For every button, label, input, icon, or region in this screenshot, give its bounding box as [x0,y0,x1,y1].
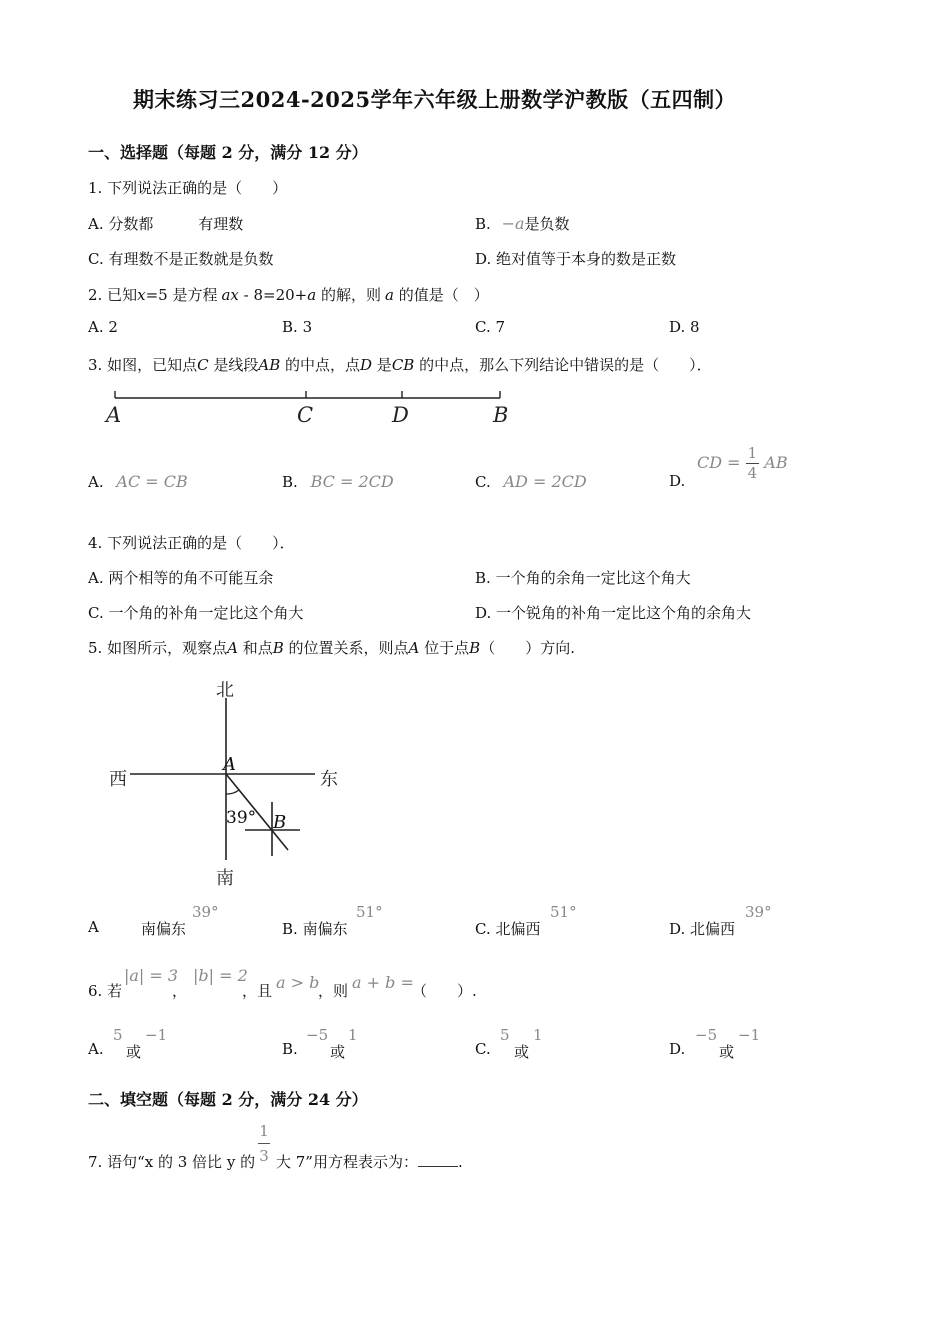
q5-option-c-degree: 51° [550,903,577,921]
south-label: 南 [216,868,234,889]
q5-option-d-degree: 39° [745,903,772,921]
q2-option-b-label: B. [282,318,298,336]
q6-option-b-or: 或 [330,1043,346,1061]
q6-option-a-v1: 5 [113,1026,123,1044]
q6-condition-a: |a| = 3 [124,966,179,985]
q4-option-b[interactable] [475,567,691,588]
q6-option-b-v2: 1 [348,1026,358,1044]
point-label-d: D [392,403,409,427]
q3-option-c-math: AD = 2CD [503,472,587,491]
q6-text-then: ，则 [318,982,349,1000]
q6-option-a-or: 或 [126,1043,142,1061]
question-5-stem [88,637,575,658]
q6-text-and: ，且 [242,982,273,1000]
q3-text-2: 是线段 [208,356,259,374]
q1-option-b-math: −a [501,214,525,233]
q3-option-b-math: BC = 2CD [310,472,394,491]
q3-option-a-label: A. [88,473,104,491]
q3-var-c: C [197,356,209,374]
q5-text-1: 5. 如图所示，观察点 [88,639,228,657]
q6-option-c-v1: 5 [500,1026,510,1044]
q5-var-b2: B [469,639,481,657]
q3-text-5: 的中点，那么下列结论中错误的是（ ）． [414,356,712,374]
q3-option-d-math [697,446,788,481]
q1-option-a-label: A. [88,215,104,233]
q2-var-a1: a [307,286,317,304]
q3-option-d-num: 1 [747,444,758,462]
q3-option-d-lhs: CD = [697,453,741,472]
q2-option-c-text: 7 [495,318,506,336]
question-4-stem: 4. 下列说法正确的是（ ）． [88,534,295,552]
q5-text-2: 和点 [237,639,273,657]
q2-text-1: 2. 已知 [88,286,138,304]
north-label: 北 [216,680,234,701]
q4-option-a[interactable] [88,567,273,588]
q4-option-b-text: 一个角的余角一定比这个角大 [495,569,691,587]
q4-option-b-label: B. [475,569,491,587]
q3-option-d-rhs: AB [764,453,788,472]
q3-var-cb: CB [391,356,415,374]
q3-option-d-fraction [746,446,760,481]
q3-text-1: 3. 如图，已知点 [88,356,198,374]
q5-var-b1: B [272,639,284,657]
point-a-label: A [223,754,236,775]
q3-option-c-label: C. [475,473,491,491]
section-heading-fill: 二、填空题（每题 2 分，满分 24 分） [88,1090,368,1109]
q2-option-d-label: D. [669,318,686,336]
q2-var-x: x [137,286,146,304]
q5-text-4: 位于点 [419,639,470,657]
q5-option-d-label: D. [669,920,686,938]
q1-option-d-label: D. [475,250,492,268]
q5-var-a2: A [408,639,420,657]
q7-fraction [258,1122,270,1165]
q6-option-a-label[interactable]: A. [88,1040,104,1058]
q1-option-a[interactable] [88,213,243,234]
q6-separator: ， [172,982,188,1000]
q5-option-b-text: 南偏东 [302,920,348,938]
q3-option-a[interactable] [88,472,188,491]
q3-option-b-label: B. [282,473,298,491]
q6-option-d-v2: −1 [738,1026,761,1044]
q4-option-d-text: 一个锐角的补角一定比这个角的余角大 [496,604,752,622]
q2-var-ax: ax [221,286,239,304]
angle-label: 39° [226,808,257,828]
q6-expression: a + b = [352,973,414,992]
q1-option-a-text2: 有理数 [198,215,244,233]
q2-option-a-text: 2 [108,318,118,336]
q5-option-c-text: 北偏西 [495,920,541,938]
question-3-stem [88,354,712,375]
question-7-text-1: 7. 语句“x 的 3 倍比 y 的 [88,1153,256,1171]
answer-blank[interactable] [418,1152,458,1167]
q2-option-c[interactable] [475,318,505,336]
q6-option-d-v1: −5 [695,1026,718,1044]
q5-option-d-text: 北偏西 [690,920,736,938]
q5-option-c[interactable] [475,918,541,939]
q1-option-a-text: 分数都 [108,215,154,233]
q3-text-4: 是 [372,356,392,374]
q7-text-2: 大 7”用方程表示为： [276,1153,418,1171]
q6-paren: （ ）. [412,982,477,1000]
q6-condition-ab: a > b [276,973,320,992]
q4-option-c-text: 一个角的补角一定比这个角大 [108,604,304,622]
q3-option-b[interactable] [282,472,394,491]
point-b-label: B [273,812,287,833]
q4-option-d[interactable] [475,602,751,623]
question-7-text-2 [276,1151,463,1172]
q6-option-c-v2: 1 [533,1026,543,1044]
page-title: 期末练习三2024-2025学年六年级上册数学沪教版（五四制） [133,87,737,112]
q5-text-5: （ ）方向. [480,639,575,657]
q7-text-3: . [457,1153,463,1171]
q3-var-d: D [360,356,373,374]
q4-option-a-text: 两个相等的角不可能互余 [108,569,274,587]
angle-arc [226,790,239,794]
q2-option-d[interactable] [669,318,700,336]
q3-option-c[interactable] [475,472,587,491]
q1-option-b[interactable] [475,213,570,234]
q6-condition-b: |b| = 2 [193,966,248,985]
q5-text-3: 的位置关系，则点 [283,639,409,657]
q4-option-c-label: C. [88,604,104,622]
q3-option-a-math: AC = CB [116,472,188,491]
q2-option-d-text: 8 [690,318,700,336]
q3-option-d-label[interactable]: D. [669,472,686,490]
q5-option-b[interactable] [282,918,348,939]
q5-option-d[interactable] [669,918,735,939]
point-label-b: B [493,403,509,427]
q6-option-a-v2: −1 [145,1026,168,1044]
q6-option-b-v1: −5 [306,1026,329,1044]
section-heading-choice: 一、选择题（每题 2 分，满分 12 分） [88,143,368,162]
question-2-stem [88,284,489,305]
q2-text-2: =5 是方程 [145,286,218,304]
west-label: 西 [109,769,127,790]
q1-option-c-label: C. [88,250,104,268]
q3-option-d-den: 4 [747,464,758,482]
q2-option-a-label: A. [88,318,104,336]
question-1-stem: 1. 下列说法正确的是（ ） [88,179,288,197]
q4-option-d-label: D. [475,604,492,622]
q1-option-b-label: B. [475,215,491,233]
q1-option-d-text: 绝对值等于本身的数是正数 [496,250,677,268]
q3-var-ab: AB [258,356,281,374]
q2-option-b[interactable] [282,318,312,336]
q2-option-a[interactable] [88,318,118,336]
q3-text-3: 的中点，点 [280,356,360,374]
q2-text-5: 的值是（ ） [393,286,489,304]
point-label-c: C [297,403,314,427]
q2-option-c-label: C. [475,318,491,336]
q6-option-d-or: 或 [719,1043,735,1061]
q6-option-b-label[interactable]: B. [282,1040,298,1058]
q1-option-c-text: 有理数不是正数就是负数 [108,250,274,268]
q5-var-a1: A [227,639,238,657]
q5-option-b-degree: 51° [356,903,383,921]
point-label-a: A [106,403,122,427]
q1-option-c[interactable] [88,248,274,269]
q5-option-a-degree: 39° [192,903,219,921]
q1-option-d[interactable] [475,248,676,269]
q2-option-b-text: 3 [302,318,313,336]
q5-option-b-label: B. [282,920,298,938]
q1-option-b-text: 是负数 [524,215,570,233]
q5-option-a-text: 南偏东 [141,920,187,938]
question-6-prefix: 6. 若 [88,982,123,1000]
q7-fraction-den: 3 [259,1147,269,1165]
q6-option-c-label[interactable]: C. [475,1040,491,1058]
q2-text-3: - 8=20+ [238,286,308,304]
east-label: 东 [320,769,338,790]
q5-option-c-label: C. [475,920,491,938]
q7-fraction-num: 1 [258,1122,270,1144]
q6-option-d-label[interactable]: D. [669,1040,686,1058]
q2-var-a2: a [384,286,394,304]
q6-option-c-or: 或 [514,1043,530,1061]
q4-option-a-label: A. [88,569,104,587]
q2-text-4: 的解，则 [316,286,381,304]
q5-option-a-label[interactable]: A [88,918,99,936]
q4-option-c[interactable] [88,602,304,623]
